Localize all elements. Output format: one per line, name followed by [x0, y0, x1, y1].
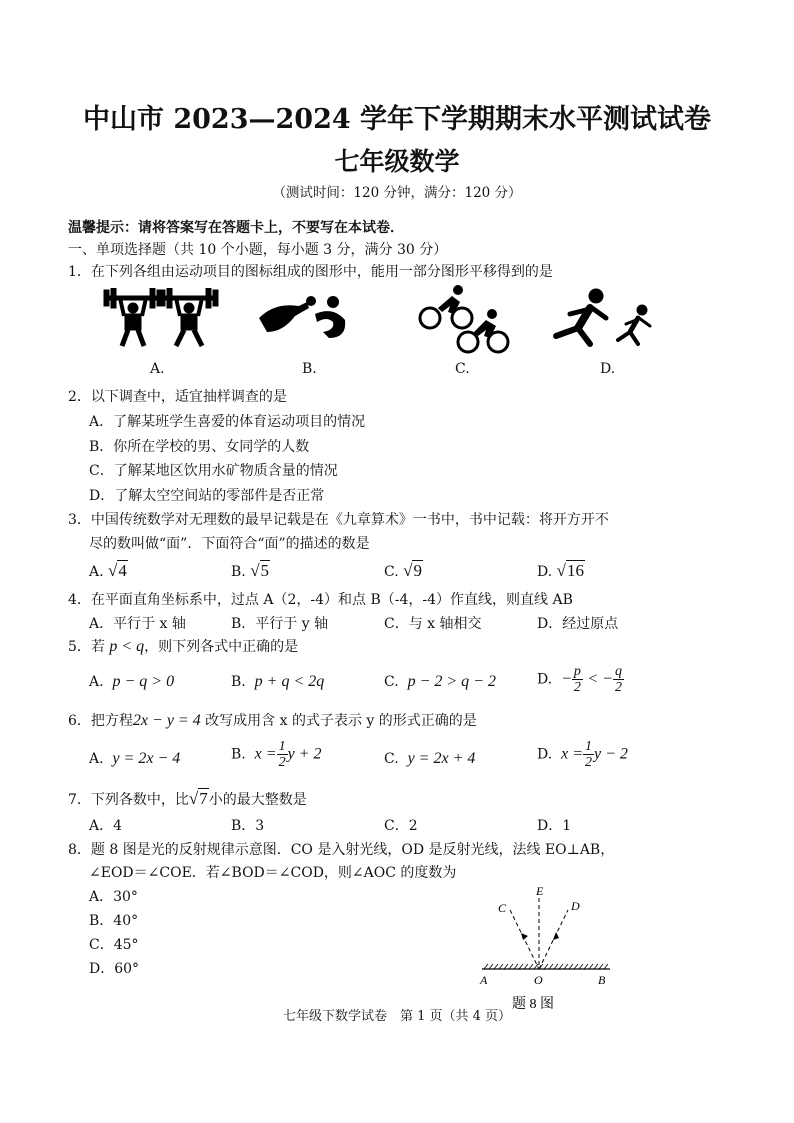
q3-option-a: A. √4 — [89, 561, 127, 580]
page-footer: 七年级下数学试卷 第 1 页（共 4 页） — [282, 1009, 512, 1024]
reflection-figure — [470, 880, 630, 1015]
q3-option-d: D. √16 — [537, 561, 584, 580]
q2-stem: 2．以下调查中，适宜抽样调查的是 — [68, 389, 287, 405]
exam-subtitle: 七年级数学 — [334, 147, 460, 176]
q4-stem: 4．在平面直角坐标系中，过点 A（2，-4）和点 B（-4，-4）作直线，则直线 AB — [68, 592, 573, 608]
surface-hatching — [484, 964, 608, 969]
q8-option-a: A．30° — [89, 889, 138, 905]
q8-option-b: B．40° — [89, 913, 139, 929]
q5-stem: 5．若 p < q，则下列各式中正确的是 — [68, 638, 299, 655]
q4-option-d: D．经过原点 — [537, 616, 619, 632]
exam-title: 中山市 2023—2024 学年下学期期末水平测试试卷 — [82, 104, 712, 135]
q1-label-d: D. — [600, 361, 616, 377]
q8-option-c: C．45° — [89, 937, 139, 953]
diving-icon — [255, 292, 355, 344]
q7-option-d: D．1 — [537, 818, 572, 834]
q8-option-d: D．60° — [89, 961, 140, 977]
q6-option-b: B. x = $\frac{1}{2}$ y + 2 — [231, 739, 322, 770]
q7-option-a: A．4 — [89, 818, 123, 834]
q8-stem-line2: ∠EOD＝∠COE．若∠BOD＝∠COD，则∠AOC 的度数为 — [89, 865, 457, 881]
point-e-label: E — [536, 884, 544, 898]
section-1-heading: 一、单项选择题（共 10 个小题，每小题 3 分，满分 30 分） — [68, 242, 448, 258]
q2-option-a: A．了解某班学生喜爱的体育运动项目的情况 — [89, 414, 366, 430]
q2-option-b: B．你所在学校的男、女同学的人数 — [89, 439, 310, 455]
q7-option-b: B．3 — [231, 818, 265, 834]
q3-option-b: B. √5 — [231, 561, 270, 580]
point-a-label: A — [480, 973, 488, 987]
q4-option-b: B．平行于 y 轴 — [231, 616, 329, 632]
q3-option-c: C. √9 — [384, 561, 422, 580]
q6-option-a: A. y = 2x − 4 — [89, 750, 181, 767]
cycling-icon — [416, 284, 512, 356]
q6-option-d: D. x = $\frac{1}{2}$ y − 2 — [537, 739, 628, 770]
running-icon — [548, 288, 658, 350]
q5-option-c: C. p − 2 > q − 2 — [384, 673, 496, 690]
point-o-label: O — [534, 973, 543, 987]
q6-stem: 6．把方程2x − y = 4 改写成用含 x 的式子表示 y 的形式正确的是 — [68, 712, 477, 729]
q1-label-a: A. — [150, 361, 165, 377]
q5-option-a: A. p − q > 0 — [89, 673, 175, 690]
figure-caption: 题 8 图 — [512, 997, 554, 1012]
q1-label-b: B. — [302, 361, 317, 377]
q5-option-b: B. p + q < 2q — [231, 673, 325, 690]
q7-option-c: C．2 — [384, 818, 418, 834]
point-c-label: C — [498, 901, 507, 915]
notice: 温馨提示：请将答案写在答题卡上，不要写在本试卷． — [68, 220, 404, 236]
q4-option-c: C．与 x 轴相交 — [384, 616, 482, 632]
q3-stem-line2: 尽的数叫做“面”．下面符合“面”的描述的数是 — [89, 536, 370, 552]
weightlifting-icon — [100, 288, 220, 350]
incident-arrow — [521, 933, 528, 940]
q5-option-d: D. − $\frac{p}{2}$ < − $\frac{q}{2}$ — [537, 664, 622, 695]
reflected-arrow — [553, 932, 559, 940]
point-d-label: D — [571, 899, 580, 913]
q4-option-a: A．平行于 x 轴 — [89, 616, 186, 632]
point-b-label: B — [598, 973, 606, 987]
q2-option-c: C．了解某地区饮用水矿物质含量的情况 — [89, 463, 338, 479]
q1-stem: 1．在下列各组由运动项目的图标组成的图形中，能用一部分图形平移得到的是 — [68, 264, 553, 280]
q2-option-d: D．了解太空空间站的零部件是否正常 — [89, 488, 325, 504]
q8-stem-line1: 8．题 8 图是光的反射规律示意图．CO 是入射光线，OD 是反射光线，法线 EO⊥AB， — [68, 842, 615, 858]
q3-stem-line1: 3．中国传统数学对无理数的最早记载是在《九章算术》一书中，书中记载：将开方开不 — [68, 512, 609, 528]
q6-option-c: C. y = 2x + 4 — [384, 750, 476, 767]
incident-ray-co — [510, 910, 539, 969]
q7-stem: 7．下列各数中，比√7小的最大整数是 — [68, 789, 307, 808]
q1-label-c: C. — [455, 361, 470, 377]
time-info: （测试时间：120 分钟，满分：120 分） — [272, 185, 522, 201]
